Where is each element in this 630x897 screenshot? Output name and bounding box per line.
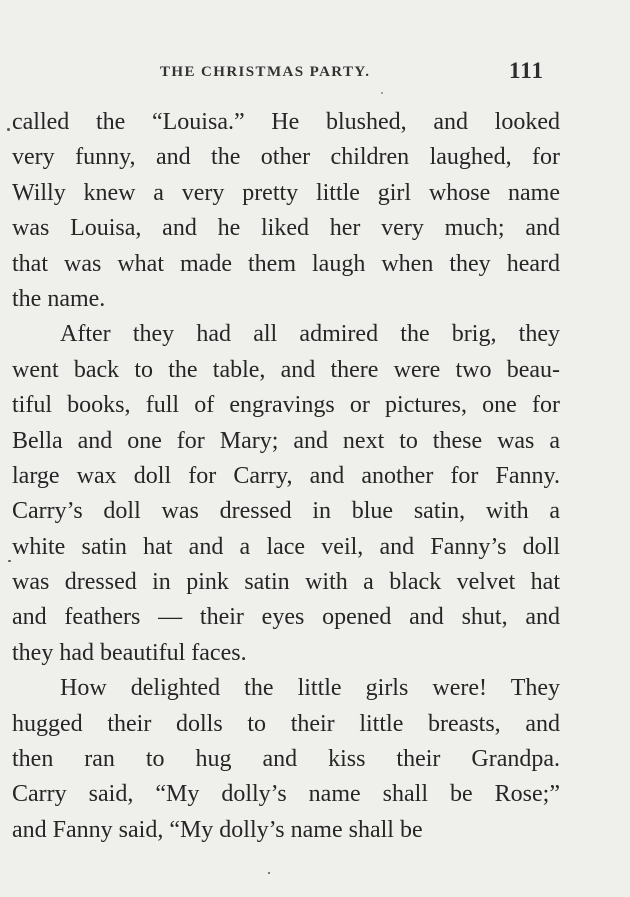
text-line: very funny, and the other children laughed, for [12,144,560,171]
text-line: they had beautiful faces. [12,639,247,666]
text-line: white satin hat and a lace veil, and Fanny’s doll [12,533,560,560]
text-line: the name. [12,285,106,312]
text-line: was dressed in pink satin with a black velvet hat [12,569,560,596]
text-line: Carry’s doll was dressed in blue satin, with a [12,498,560,525]
print-speck [7,128,10,131]
running-head [0,58,630,88]
print-speck [381,92,383,94]
text-line: was Louisa, and he liked her very much; and [12,215,560,242]
print-speck [268,872,270,874]
text-line: then ran to hug and kiss their Grandpa. [12,746,560,773]
body-text [12,105,560,848]
text-line: large wax doll for Carry, and another for Fanny. [12,462,560,489]
text-line: hugged their dolls to their little breasts, and [12,710,560,737]
text-line: called the “Louisa.” He blushed, and looked [12,109,560,135]
text-line: How delighted the little girls were! They [60,675,560,702]
text-line: Carry said, “My dolly’s name shall be Rose;” [12,781,560,808]
text-line: Bella and one for Mary; and next to these was a [12,427,560,454]
text-line: and Fanny said, “My dolly’s name shall be [12,816,423,843]
text-line: and feathers — their eyes opened and shut, and [12,604,560,631]
text-line: After they had all admired the brig, they [60,321,560,348]
text-line: went back to the table, and there were two beau- [12,356,560,383]
text-line: tiful books, full of engravings or pictures, one for [12,392,560,419]
page-number: 111 [509,58,544,83]
running-head-title: THE CHRISTMAS PARTY. [160,64,371,80]
print-speck [8,560,11,562]
text-line: that was what made them laugh when they heard [12,250,560,277]
text-line: Willy knew a very pretty little girl whose name [12,179,560,206]
